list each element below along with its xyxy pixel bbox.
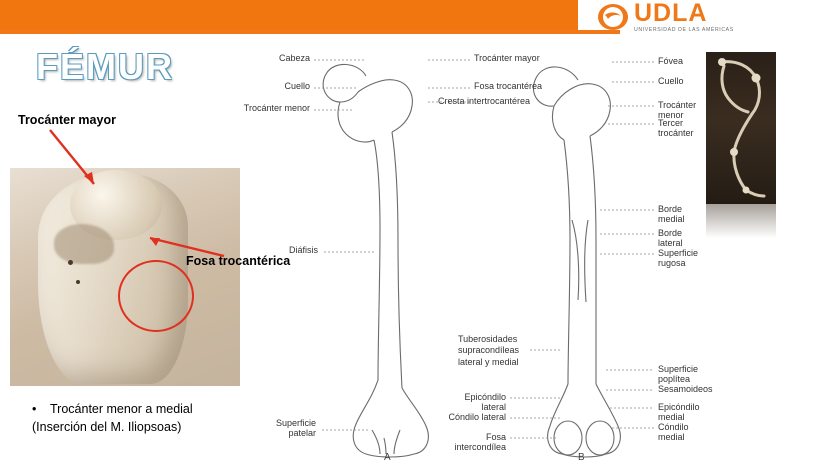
figure-label-trocanter-menor-a: Trocánter menor bbox=[243, 103, 310, 113]
figure-label-tuberosidades: Tuberosidades supracondíleas lateral y medial bbox=[458, 334, 520, 367]
figure-label-cabeza: Cabeza bbox=[278, 53, 310, 63]
trocanter-mayor-label: Trocánter mayor bbox=[18, 113, 116, 127]
bone-photograph bbox=[10, 168, 240, 386]
arrow-to-trocanter-mayor bbox=[46, 128, 104, 190]
bullet-line-1: Trocánter menor a medial bbox=[50, 402, 193, 416]
fosa-trocanterica-label: Fosa trocantérica bbox=[186, 254, 291, 268]
figure-label-epicondilo-medial: Epicóndilo medial bbox=[658, 402, 700, 422]
figure-label-superficie-rugosa: Superficie rugosa bbox=[658, 248, 699, 268]
figure-label-sesamoideos: Sesamoideos bbox=[658, 384, 713, 394]
figure-label-epicondilo-lateral: Epicóndilo lateral bbox=[464, 392, 506, 412]
figure-label-diafisis: Diáfisis bbox=[288, 245, 318, 255]
figure-label-fovea: Fóvea bbox=[658, 56, 684, 66]
red-annotation-circle bbox=[118, 260, 194, 332]
skeleton-photo bbox=[706, 52, 776, 204]
figure-label-borde-lateral: Borde lateral bbox=[658, 228, 683, 248]
figure-label-cresta-intertrocanterea: Cresta intertrocantérea bbox=[438, 96, 531, 106]
figure-label-condilo-lateral: Cóndilo lateral bbox=[448, 412, 506, 422]
figure-view-letter-a: A bbox=[384, 452, 391, 463]
banner-underline bbox=[0, 30, 620, 34]
figure-label-superficie-poplitea: Superficie poplítea bbox=[658, 364, 699, 384]
bullet-dot: • bbox=[32, 402, 37, 416]
figure-label-borde-medial: Borde medial bbox=[658, 204, 685, 224]
bird-swoosh-icon bbox=[598, 4, 628, 30]
photo-speck bbox=[68, 260, 73, 265]
bone-notch-shape bbox=[54, 224, 114, 264]
photo-speck bbox=[76, 280, 80, 284]
banner-orange-shape bbox=[0, 0, 640, 30]
figure-view-letter-b: B bbox=[578, 452, 585, 463]
figure-label-fosa-trocanterea: Fosa trocantérea bbox=[474, 81, 543, 91]
figure-label-tercer-trocanter: Tercer trocánter bbox=[658, 118, 694, 138]
logo-text bbox=[634, 1, 734, 33]
femur-anatomical-figure bbox=[243, 40, 713, 464]
figure-label-condilo-medial: Cóndilo medial bbox=[658, 422, 689, 442]
figure-label-superficie-patelar: Superficie patelar bbox=[275, 418, 316, 439]
skeleton-photo-reflection bbox=[706, 204, 776, 238]
udla-logo bbox=[598, 2, 810, 32]
bullet-text-block bbox=[32, 400, 292, 436]
logo-wordmark: UDLA bbox=[634, 0, 708, 27]
page-title: FÉMUR bbox=[36, 46, 174, 87]
figure-label-cuello-b: Cuello bbox=[658, 76, 684, 86]
figure-label-fosa-intercondilea: Fosa intercondílea bbox=[454, 432, 506, 452]
figure-label-trocanter-mayor: Trocánter mayor bbox=[474, 53, 540, 63]
figure-label-trocanter-menor-b: Trocánter menor bbox=[658, 100, 697, 120]
bullet-line-2: (Inserción del M. Iliopsoas) bbox=[32, 420, 182, 435]
figure-label-cuello-a: Cuello bbox=[284, 81, 310, 91]
logo-subtitle: UNIVERSIDAD DE LAS AMÉRICAS bbox=[634, 26, 734, 33]
